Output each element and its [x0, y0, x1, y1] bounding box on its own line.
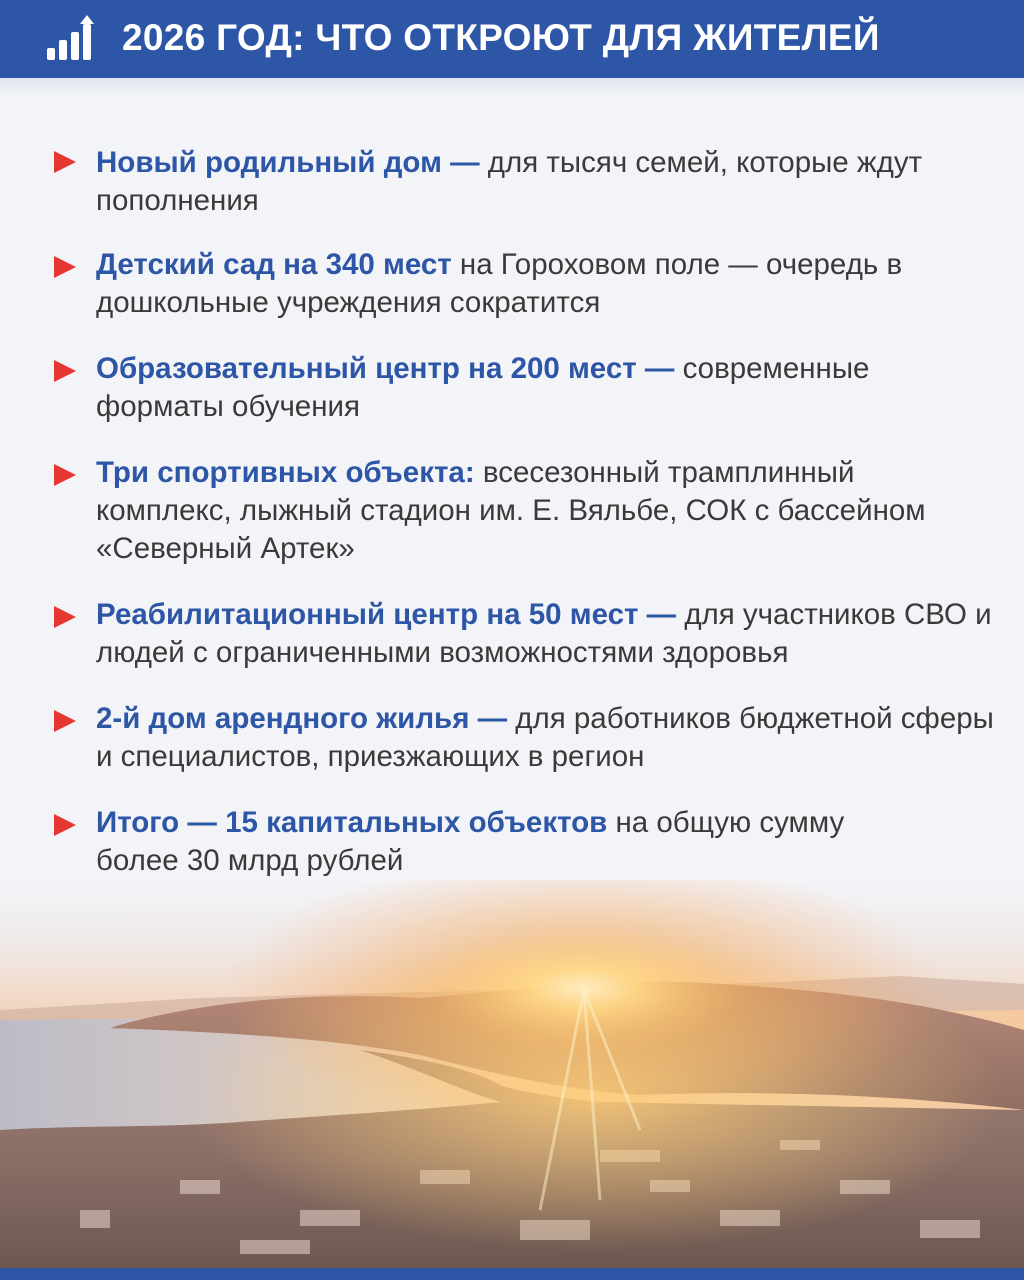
list-item-text: [96, 350, 996, 426]
bullet-triangle-icon: [54, 814, 76, 836]
bullet-triangle-icon: [54, 606, 76, 628]
list-item-highlight: Итого — 15 капитальных объектов: [96, 806, 608, 839]
list-item-description: для участников СВО и людей с ограниченными возможностями здоровья: [96, 598, 992, 669]
header-bar: [0, 0, 1024, 78]
bullet-triangle-icon: [54, 151, 76, 173]
list-item-description: на общую сумму более 30 млрд рублей: [96, 806, 845, 877]
city-sunset-photo: [0, 880, 1024, 1270]
list-item-text: [96, 596, 996, 672]
list-item-description: современные форматы обучения: [96, 352, 870, 423]
bullet-triangle-icon: [54, 464, 76, 486]
list-item-highlight: 2-й дом арендного жилья —: [96, 702, 508, 735]
list-item-description: на Гороховом поле — очередь в дошкольные учреждения сократится: [96, 248, 903, 319]
list-item-highlight: Три спортивных объекта:: [96, 456, 475, 489]
list-item-description: для работников бюджетной сферы и специалистов, приезжающих в регион: [96, 702, 994, 773]
list-item-description: всесезонный трамплинный комплекс, лыжный стадион им. Е. Вяльбе, СОК с бассейном «Северный Артек»: [96, 456, 926, 565]
footer-bar: [0, 1268, 1024, 1280]
bullet-triangle-icon: [54, 256, 76, 278]
list-item-highlight: Образовательный центр на 200 мест —: [96, 352, 675, 385]
header-shadow: [0, 78, 1024, 96]
list-item-text: [96, 454, 936, 568]
list-item-text: [96, 144, 996, 220]
list-item-text: [96, 246, 996, 322]
list-item-highlight: Новый родильный дом —: [96, 146, 480, 179]
growth-bars-icon: [44, 14, 96, 62]
list-item-highlight: Реабилитационный центр на 50 мест —: [96, 598, 677, 631]
list-item-highlight: Детский сад на 340 мест: [96, 248, 452, 281]
list-item-text: [96, 700, 996, 776]
page-title: 2026 ГОД: ЧТО ОТКРОЮТ ДЛЯ ЖИТЕЛЕЙ: [122, 17, 880, 58]
bullet-triangle-icon: [54, 710, 76, 732]
list-item-description: для тысяч семей, которые ждут пополнения: [96, 146, 923, 217]
bullet-triangle-icon: [54, 360, 76, 382]
list-item-text: [96, 804, 916, 880]
